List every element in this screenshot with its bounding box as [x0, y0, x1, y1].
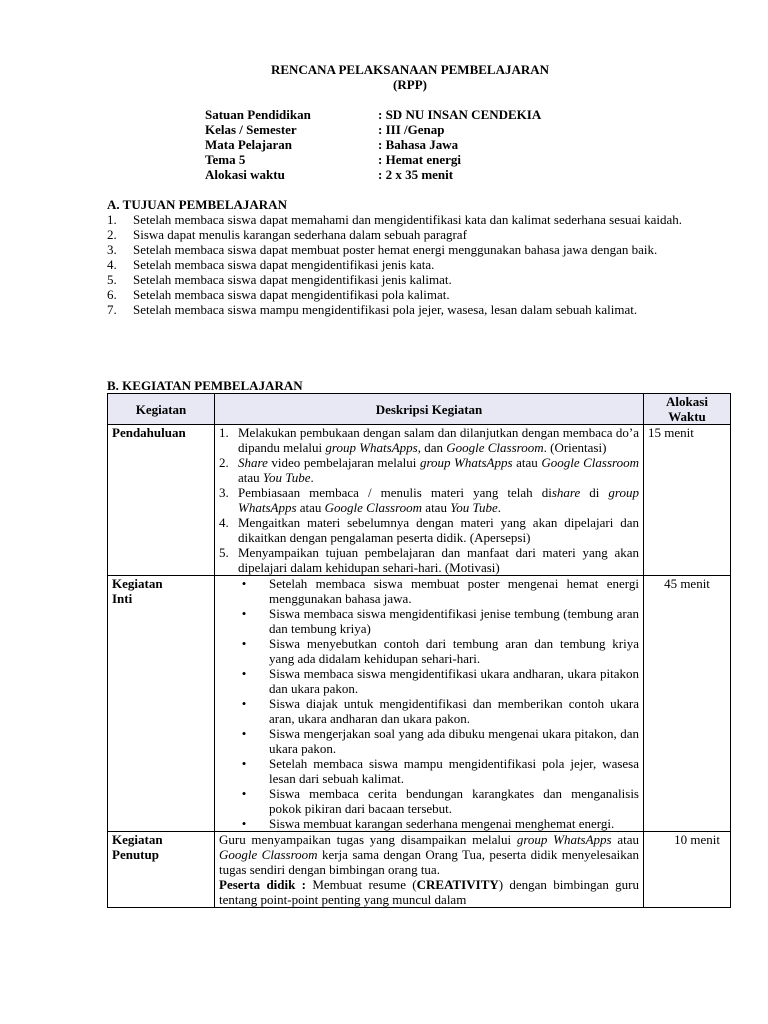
list-item — [219, 515, 639, 545]
info-value: : III /Genap — [378, 122, 445, 137]
list-item-text: Setelah membaca siswa mampu mengidentifikasi pola jejer, wasesa lesan dari sebuah kalimat. — [269, 756, 639, 786]
list-item-number: 4. — [219, 515, 229, 530]
list-item — [219, 666, 639, 696]
info-label: Alokasi waktu — [205, 167, 285, 182]
bullet-icon: • — [241, 816, 247, 831]
list-item-text: Siswa diajak untuk mengidentifikasi dan memberikan contoh ukara aran, ukara andharan dan ukara pakon. — [269, 696, 639, 726]
info-value: : Bahasa Jawa — [378, 137, 459, 152]
list-item-number: 3. — [219, 485, 229, 500]
header-deskripsi: Deskripsi Kegiatan — [215, 394, 644, 425]
list-item-text: Setelah membaca siswa dapat memahami dan mengidentifikasi kata dan kalimat sederhana sesuai kaidah. — [133, 212, 683, 227]
list-item-number: 2. — [219, 455, 229, 470]
phase-name-line: Kegiatan — [112, 576, 163, 591]
list-item-text: Siswa membuat karangan sederhana mengenai menghemat energi. — [269, 816, 615, 831]
table-row-inti — [108, 576, 731, 832]
phase-time: 15 menit — [644, 425, 731, 576]
info-row — [205, 107, 541, 122]
bullet-icon: • — [241, 726, 247, 741]
info-row — [205, 137, 541, 152]
inti-list — [219, 576, 639, 831]
list-item-text: Pembiasaan membaca / menulis materi yang telah dishare di group WhatsApps atau Google Classroom atau You Tube. — [238, 485, 639, 515]
list-item — [219, 545, 639, 575]
phase-name — [108, 576, 215, 832]
header-kegiatan: Kegiatan — [108, 394, 215, 425]
list-item-text: Melakukan pembukaan dengan salam dan dilanjutkan dengan membaca do’a dipandu melalui group WhatsApps, dan Google Classroom. (Orientasi) — [238, 425, 639, 455]
identity-block — [205, 107, 541, 182]
phase-name-line: Penutup — [112, 847, 159, 862]
bullet-icon: • — [241, 786, 247, 801]
list-item-number: 3. — [107, 242, 117, 257]
list-item-text: Setelah membaca siswa dapat membuat poster hemat energi menggunakan bahasa jawa dengan baik. — [133, 242, 658, 257]
penutup-paragraph: Peserta didik : Membuat resume (CREATIVITY) dengan bimbingan guru tentang point-point penting yang muncul dalam — [219, 877, 639, 907]
list-item — [107, 212, 715, 227]
phase-name: Pendahuluan — [108, 425, 215, 576]
section-a-heading: A. TUJUAN PEMBELAJARAN — [107, 197, 287, 212]
info-value: : Hemat energi — [378, 152, 462, 167]
section-b-heading: B. KEGIATAN PEMBELAJARAN — [107, 378, 303, 393]
table-row-penutup — [108, 832, 731, 908]
header-alokasi: Alokasi Waktu — [644, 394, 731, 425]
list-item-text: Siswa membaca cerita bendungan karangkates dan menganalisis pokok pikiran dari bacaan tersebut. — [269, 786, 639, 816]
list-item — [219, 425, 639, 455]
bullet-icon: • — [241, 756, 247, 771]
pendahuluan-list — [219, 425, 639, 575]
list-item-text: Siswa membaca siswa mengidentifikasi ukara andharan, ukara pitakon dan ukara pakon. — [269, 666, 639, 696]
info-row — [205, 122, 541, 137]
list-item-text: Siswa menyebutkan contoh dari tembung aran dan tembung kriya yang ada didalam kehidupan sehari-hari. — [269, 636, 639, 666]
bullet-icon: • — [241, 666, 247, 681]
list-item — [107, 227, 715, 242]
activities-table — [107, 393, 731, 908]
list-item — [219, 636, 639, 666]
info-label: Tema 5 — [205, 152, 246, 167]
table-row-pendahuluan — [108, 425, 731, 576]
list-item-number: 6. — [107, 287, 117, 302]
table-header-row — [108, 394, 731, 425]
list-item-number: 5. — [107, 272, 117, 287]
info-label: Satuan Pendidikan — [205, 107, 311, 122]
info-row — [205, 167, 541, 182]
list-item — [219, 696, 639, 726]
list-item-text: Setelah membaca siswa dapat mengidentifikasi jenis kata. — [133, 257, 435, 272]
phase-name — [108, 832, 215, 908]
phase-time: 45 menit — [644, 576, 731, 832]
list-item-text: Setelah membaca siswa membuat poster mengenai hemat energi menggunakan bahasa jawa. — [269, 576, 639, 606]
phase-name-line: Inti — [112, 591, 133, 606]
list-item-text: Siswa dapat menulis karangan sederhana dalam sebuah paragraf — [133, 227, 467, 242]
list-item — [107, 257, 715, 272]
list-item-text: Siswa membaca siswa mengidentifikasi jenise tembung (tembung aran dan tembung kriya) — [269, 606, 639, 636]
list-item — [219, 726, 639, 756]
list-item-number: 7. — [107, 302, 117, 317]
info-label: Mata Pelajaran — [205, 137, 293, 152]
list-item — [219, 455, 639, 485]
bullet-icon: • — [241, 576, 247, 591]
list-item-text: Share video pembelajaran melalui group WhatsApps atau Google Classroom atau You Tube. — [238, 455, 639, 485]
list-item-text: Siswa mengerjakan soal yang ada dibuku mengenai ukara pitakon, dan ukara pakon. — [269, 726, 639, 756]
list-item-number: 2. — [107, 227, 117, 242]
list-item-number: 1. — [219, 425, 229, 440]
objectives-list — [107, 212, 715, 317]
bullet-icon: • — [241, 696, 247, 711]
phase-name-line: Kegiatan — [112, 832, 163, 847]
info-row — [205, 152, 541, 167]
info-value: : 2 x 35 menit — [378, 167, 454, 182]
list-item — [219, 485, 639, 515]
list-item — [219, 756, 639, 786]
info-value: : SD NU INSAN CENDEKIA — [378, 107, 542, 122]
phase-description — [215, 576, 644, 832]
info-label: Kelas / Semester — [205, 122, 297, 137]
list-item — [107, 242, 715, 257]
list-item-text: Setelah membaca siswa dapat mengidentifikasi pola kalimat. — [133, 287, 450, 302]
document-title — [0, 62, 768, 92]
list-item-number: 5. — [219, 545, 229, 560]
list-item-text: Mengaitkan materi sebelumnya dengan materi yang akan dipelajari dan dikaitkan dengan pengalaman peserta didik. (Apersepsi) — [238, 515, 639, 545]
title-line-2: (RPP) — [393, 77, 427, 92]
list-item-text: Setelah membaca siswa dapat mengidentifikasi jenis kalimat. — [133, 272, 452, 287]
phase-time: 10 menit — [644, 832, 731, 908]
phase-description — [215, 832, 644, 908]
bullet-icon: • — [241, 606, 247, 621]
list-item — [107, 302, 715, 317]
title-line-1: RENCANA PELAKSANAAN PEMBELAJARAN — [270, 62, 550, 77]
penutup-paragraph: Guru menyampaikan tugas yang disampaikan melalui group WhatsApps atau Google Classroom kerja sama dengan Orang Tua, peserta didik menyelesaikan tugas sendiri dengan bimbingan orang tua. — [219, 832, 639, 877]
list-item — [219, 576, 639, 606]
list-item — [219, 786, 639, 816]
list-item-text: Menyampaikan tujuan pembelajaran dan manfaat dari materi yang akan dipelajari dalam kehidupan sehari-hari. (Motivasi) — [238, 545, 639, 575]
list-item — [107, 272, 715, 287]
phase-description — [215, 425, 644, 576]
list-item-text: Setelah membaca siswa mampu mengidentifikasi pola jejer, wasesa, lesan dalam sebuah kalimat. — [133, 302, 638, 317]
list-item — [219, 816, 639, 831]
list-item — [107, 287, 715, 302]
list-item-number: 4. — [107, 257, 117, 272]
list-item-number: 1. — [107, 212, 117, 227]
list-item — [219, 606, 639, 636]
bullet-icon: • — [241, 636, 247, 651]
